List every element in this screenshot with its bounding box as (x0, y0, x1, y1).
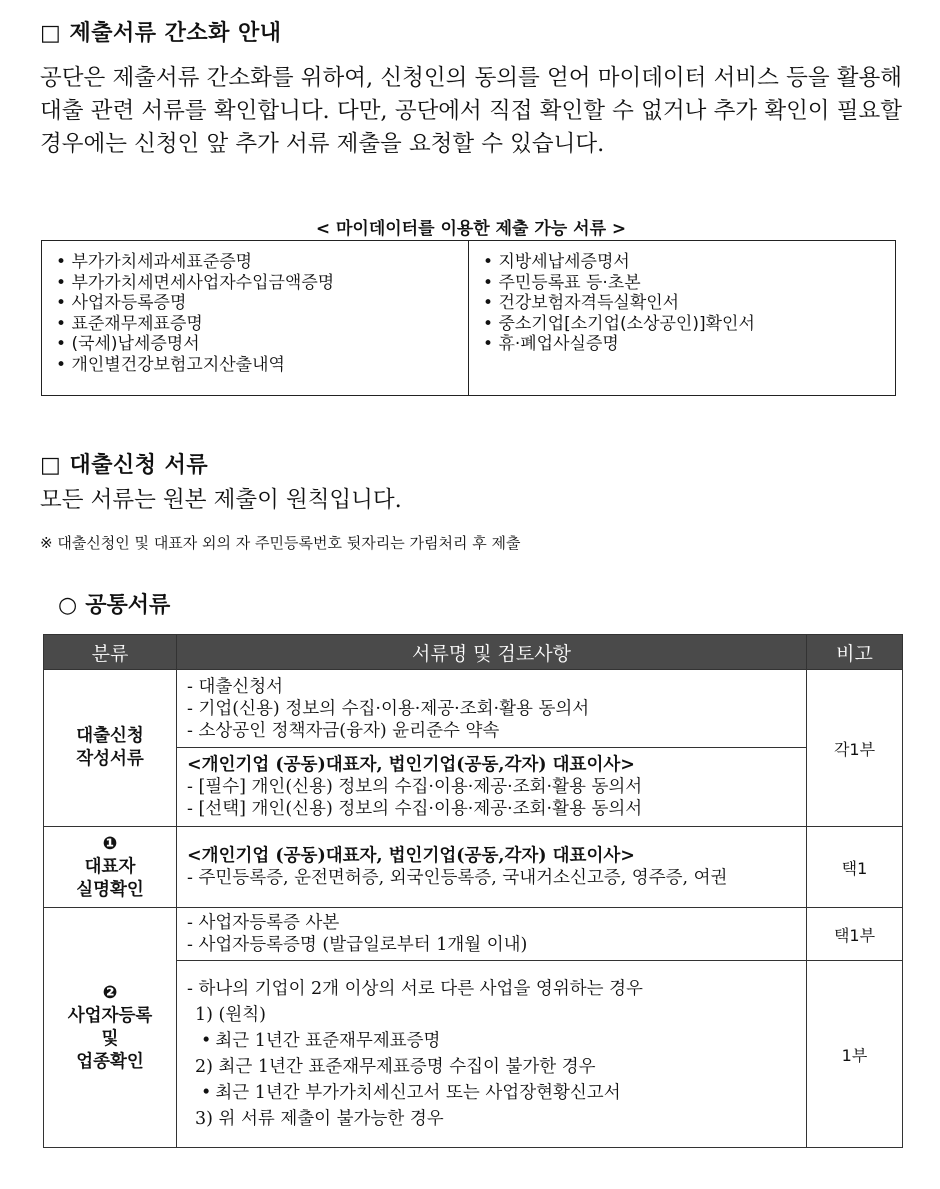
application-forms-cell: - 대출신청서 - 기업(신용) 정보의 수집·이용·제공·조회·활용 동의서 - 소상공인 정책자금(융자) 윤리준수 약속 (177, 670, 807, 748)
table-row (44, 670, 903, 748)
subtitle-text: 공통서류 (85, 593, 171, 618)
list-item: • 개인별건강보험고지산출내역 (56, 355, 454, 376)
list-item: • 부가가치세과세표준증명 (56, 252, 454, 273)
mydata-right-column (469, 241, 895, 395)
multi-business-cell: - 하나의 기업이 2개 이상의 서로 다른 사업을 영위하는 경우 1) (원칙) • 최근 1년간 표준재무제표증명 2) 최근 1년간 표준재무제표증명 수집이 불가한 경우 • 최근 1년간 부가가치세신고서 또는 사업장현황신고서 3) 위 서류 제출이 불가능한 경우 (177, 961, 807, 1148)
common-docs-subtitle (58, 588, 170, 619)
list-item: • 중소기업[소기업(소상공인)]확인서 (483, 314, 881, 335)
header-category: 분류 (44, 635, 177, 670)
list-item: • 부가가치세면세사업자수입금액증명 (56, 273, 454, 294)
mydata-box-caption: < 마이데이터를 이용한 제출 가능 서류 > (315, 219, 627, 239)
header-remarks: 비고 (807, 635, 903, 670)
personal-consent-cell: <개인기업 (공동)대표자, 법인기업(공동,각자) 대표이사> - [필수] 개인(신용) 정보의 수집·이용·제공·조회·활용 동의서 - [선택] 개인(신용) 정보의 수집·이용·제공·조회·활용 동의서 (177, 748, 807, 827)
identity-docs-cell: <개인기업 (공동)대표자, 법인기업(공동,각자) 대표이사> - 주민등록증, 운전면허증, 외국인등록증, 국내거소신고증, 영주증, 여권 (177, 827, 807, 908)
category-application: 대출신청 작성서류 (44, 670, 177, 827)
business-registration-cell: - 사업자등록증 사본 - 사업자등록증명 (발급일로부터 1개월 이내) (177, 908, 807, 961)
header-documents: 서류명 및 검토사항 (177, 635, 807, 670)
table-row (44, 827, 903, 908)
mydata-left-column (42, 241, 469, 395)
category-identity: ❶ 대표자 실명확인 (44, 827, 177, 908)
common-documents-table (43, 634, 903, 1148)
table-row (44, 908, 903, 961)
list-item: • (국세)납세증명서 (56, 334, 454, 355)
list-item: • 휴·폐업사실증명 (483, 334, 881, 355)
section-title-simplification: □ 제출서류 간소화 안내 (40, 21, 282, 46)
simplification-paragraph: 공단은 제출서류 간소화를 위하여, 신청인의 동의를 얻어 마이데이터 서비스 등을 활용해 대출 관련 서류를 확인합니다. 다만, 공단에서 직접 확인할 수 없거나 추가 확인이 필요할 경우에는 신청인 앞 추가 서류 제출을 요청할 수 있습니다. (40, 65, 902, 157)
remark-choose-one-copy: 택1부 (807, 908, 903, 961)
mydata-documents-box (41, 240, 896, 396)
original-docs-paragraph: 모든 서류는 원본 제출이 원칙입니다. (40, 487, 402, 513)
masking-note: ※ 대출신청인 및 대표자 외의 자 주민등록번호 뒷자리는 가림처리 후 제출 (40, 534, 521, 552)
category-business-registration: ❷ 사업자등록 및 업종확인 (44, 908, 177, 1148)
table-header-row (44, 635, 903, 670)
section-title-loan-docs: □ 대출신청 서류 (40, 453, 209, 478)
list-item: • 건강보험자격득실확인서 (483, 293, 881, 314)
list-item: • 주민등록표 등·초본 (483, 273, 881, 294)
list-item: • 표준재무제표증명 (56, 314, 454, 335)
remark-one-copy: 1부 (807, 961, 903, 1148)
remark-choose-one: 택1 (807, 827, 903, 908)
circle-bullet-icon: ○ (58, 593, 78, 618)
remark-each-one: 각1부 (807, 670, 903, 827)
list-item: • 지방세납세증명서 (483, 252, 881, 273)
list-item: • 사업자등록증명 (56, 293, 454, 314)
